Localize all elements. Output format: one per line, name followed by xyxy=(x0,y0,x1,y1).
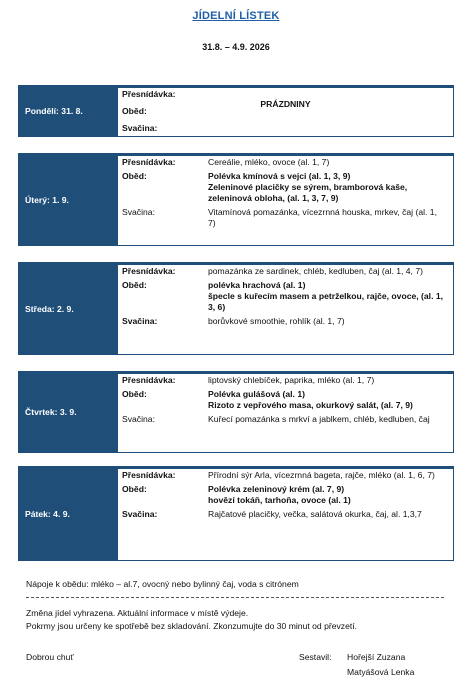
menu-title: JÍDELNÍ LÍSTEK xyxy=(192,10,280,22)
composed-label: Sestavil: xyxy=(299,652,332,662)
meals xyxy=(118,263,453,354)
day-block-wednesday xyxy=(18,262,454,355)
meals xyxy=(118,86,453,136)
snack-label: Přesnídávka: xyxy=(122,470,176,480)
day-block-tuesday xyxy=(18,153,454,246)
meals xyxy=(118,372,453,452)
drinks-note: Nápoje k obědu: mléko – al.7, ovocný nebo bylinný čaj, voda s citrónem xyxy=(26,579,299,589)
day-label: Čtvrtek: 3. 9. xyxy=(19,372,118,452)
snack-row xyxy=(118,375,453,386)
afternoon-label: Svačina: xyxy=(122,123,158,133)
afternoon-label: Svačina: xyxy=(122,509,158,519)
lunch-label: Oběd: xyxy=(122,484,147,494)
consume-note: Pokrmy jsou určeny ke spotřebě bez skladování. Zkonzumujte do 30 minut od převzetí. xyxy=(26,621,358,631)
lunch-row xyxy=(118,171,453,204)
afternoon-text: Vitamínová pomazánka, vícezrnná houska, mrkev, čaj (al. 1, 7) xyxy=(208,207,437,228)
snack-label: Přesnídávka: xyxy=(122,375,176,385)
snack-label: Přesnídávka: xyxy=(122,157,176,167)
author-name: Hořejší Zuzana xyxy=(347,652,406,662)
afternoon-label: Svačina: xyxy=(122,414,155,424)
lunch-soup: Polévka gulášová (al. 1) xyxy=(208,389,305,399)
lunch-main: hovězí tokáň, tarhoňa, ovoce (al. 1) xyxy=(208,495,351,505)
lunch-label: Oběd: xyxy=(122,106,147,116)
afternoon-row xyxy=(118,509,453,520)
lunch-label: Oběd: xyxy=(122,171,147,181)
holiday-note: PRÁZDNINY xyxy=(260,99,311,109)
snack-row xyxy=(118,470,453,481)
lunch-soup: Polévka zeleninový krém (al. 7, 9) xyxy=(208,484,345,494)
afternoon-row xyxy=(118,414,453,425)
lunch-soup: polévka hrachová (al. 1) xyxy=(208,280,306,290)
afternoon-label: Svačina: xyxy=(122,207,155,217)
lunch-label: Oběd: xyxy=(122,389,147,399)
change-note: Změna jídel vyhrazena. Aktuální informace v místě výdeje. xyxy=(26,608,249,618)
divider xyxy=(26,597,444,598)
greeting: Dobrou chuť xyxy=(26,652,74,662)
afternoon-text: Kuřecí pomazánka s mrkví a jablkem, chléb, kedluben, čaj xyxy=(208,414,430,424)
day-block-friday xyxy=(18,466,454,561)
afternoon-text: borůvkové smoothie, rohlík (al. 1, 7) xyxy=(208,316,345,326)
lunch-row xyxy=(118,280,453,313)
afternoon-label: Svačina: xyxy=(122,316,158,326)
snack-text: pomazánka ze sardinek, chléb, kedluben, čaj (al. 1, 4, 7) xyxy=(208,266,423,276)
snack-label: Přesnídávka: xyxy=(122,89,176,99)
lunch-main: špecle s kuřecím masem a petrželkou, rajče, ovoce, (al. 1, 3, 6) xyxy=(208,291,444,312)
day-block-thursday xyxy=(18,371,454,453)
snack-row xyxy=(118,266,453,277)
lunch-label: Oběd: xyxy=(122,280,147,290)
snack-row xyxy=(118,157,453,168)
day-label: Středa: 2. 9. xyxy=(19,263,118,354)
lunch-row xyxy=(118,389,453,411)
afternoon-text: Rajčatové placičky, večka, salátová okurka, čaj, al. 1,3,7 xyxy=(208,509,422,519)
author-name: Matyášová Lenka xyxy=(347,667,415,677)
snack-text: Cereálie, mléko, ovoce (al. 1, 7) xyxy=(208,157,330,167)
lunch-row xyxy=(118,484,453,506)
snack-text: Přírodní sýr Arla, vícezrnná bageta, rajče, mléko (al. 1, 6, 7) xyxy=(208,470,435,480)
meals xyxy=(118,467,453,560)
day-label: Pondělí: 31. 8. xyxy=(19,86,118,136)
lunch-soup: Polévka kmínová s vejci (al. 1, 3, 9) xyxy=(208,171,351,181)
day-label: Úterý: 1. 9. xyxy=(19,154,118,245)
afternoon-row xyxy=(118,207,453,229)
date-range: 31.8. – 4.9. 2026 xyxy=(202,42,270,52)
snack-label: Přesnídávka: xyxy=(122,266,176,276)
afternoon-row xyxy=(118,316,453,327)
day-label: Pátek: 4. 9. xyxy=(19,467,118,560)
lunch-main: Zeleninové placičky se sýrem, bramborová kaše, zeleninová obloha, (al. 1, 3, 7, 9) xyxy=(208,182,408,203)
day-block-monday xyxy=(18,85,454,137)
lunch-main: Rizoto z vepřového masa, okurkový salát, (al. 7, 9) xyxy=(208,400,413,410)
snack-text: liptovský chlebíček, paprika, mléko (al. 1, 7) xyxy=(208,375,375,385)
meals xyxy=(118,154,453,245)
